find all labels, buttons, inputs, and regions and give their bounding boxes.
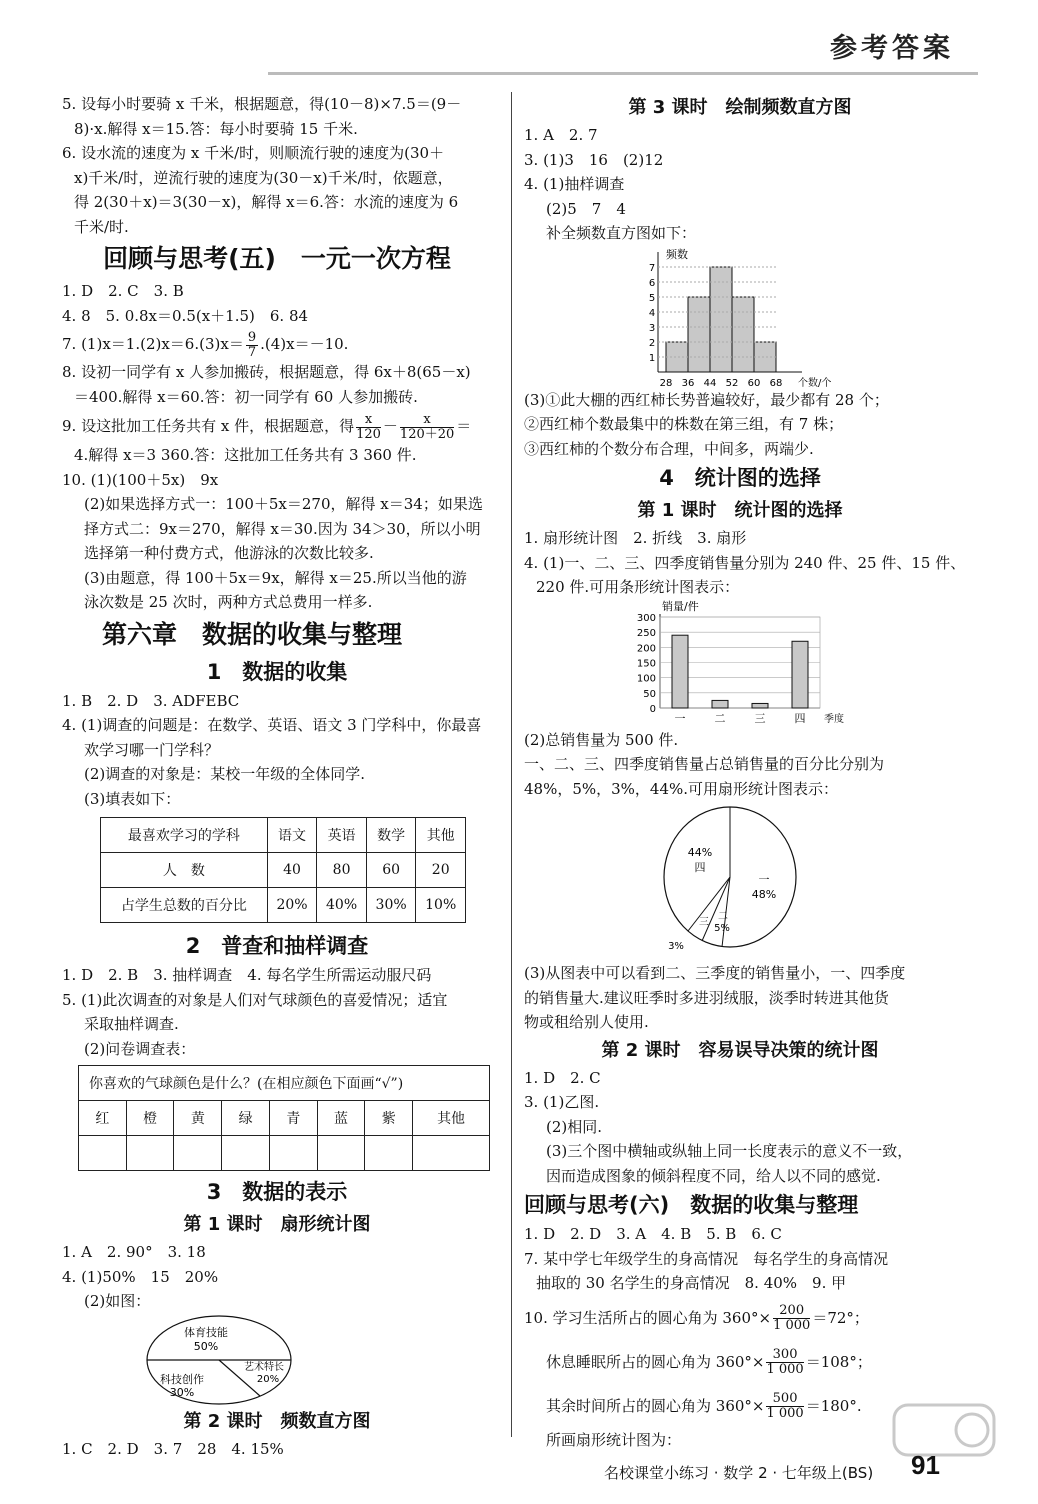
chapter-heading: 第六章 数据的收集与整理 xyxy=(102,619,403,649)
y-tick-label: 3 xyxy=(648,322,656,334)
x-axis-label: 个数/个 xyxy=(798,377,832,388)
answer-line: 3. (1)乙图. xyxy=(524,1093,600,1111)
histogram-bar xyxy=(732,297,754,372)
pie-label: 四 xyxy=(694,861,706,874)
table-cell: 青 xyxy=(269,1101,317,1136)
right-column xyxy=(524,92,966,1452)
pie-chart-activities xyxy=(144,1314,294,1406)
lesson-heading: 第 1 课时 统计图的选择 xyxy=(637,500,843,521)
section-heading: 1 数据的收集 xyxy=(206,659,348,684)
answer-line: ＝400.解得 x＝60.答：初一同学有 60 人参加搬砖. xyxy=(74,387,418,406)
sales-bar-chart xyxy=(632,600,852,728)
table-cell xyxy=(269,1136,317,1171)
answer-line: (2)如图： xyxy=(84,1292,151,1310)
answer-line: (2)问卷调查表： xyxy=(84,1039,196,1058)
section-heading-review5: 回顾与思考(五) 一元一次方程 xyxy=(103,244,451,273)
answer-line-fraction xyxy=(62,328,492,360)
y-tick-label: 4 xyxy=(648,307,656,319)
answer-line: (3)由题意，得 100＋5x＝9x，解得 x＝25.所以当他的游 xyxy=(84,568,467,587)
y-tick-label: 150 xyxy=(636,658,656,669)
histogram-bar xyxy=(754,342,776,372)
fraction xyxy=(773,1304,810,1333)
table-cell: 40% xyxy=(317,888,367,923)
denominator: 7 xyxy=(247,344,257,360)
header-rule xyxy=(268,72,978,75)
table-cell: 30% xyxy=(366,888,416,923)
x-tick-label: 四 xyxy=(794,711,806,725)
answer-line: (2)如果选择方式一：100＋5x＝270，解得 x＝34；如果选 xyxy=(84,495,483,513)
section-heading: 3 数据的表示 xyxy=(206,1180,348,1204)
answer-line: 220 件.可用条形统计图表示： xyxy=(536,578,740,596)
table-cell: 黄 xyxy=(174,1101,222,1136)
answer-line: 1. 扇形统计图 2. 折线 3. 扇形 xyxy=(524,529,747,547)
table-cell: 其他 xyxy=(413,1101,490,1136)
answer-line: 1. D 2. C 3. B xyxy=(62,282,184,300)
answer-line: 4. 8 5. 0.8x＝0.5(x＋1.5) 6. 84 xyxy=(62,306,309,325)
answer-line: 8. 设初一同学有 x 人参加搬砖，根据题意，得 6x＋8(65－x) xyxy=(62,363,471,381)
answer-line: ②西红柿个数最集中的株数在第三组，有 7 株； xyxy=(524,415,844,433)
answer-line: 的销售量大.建议旺季时多进羽绒服，淡季时转进其他货 xyxy=(524,988,889,1007)
x-tick-label: 三 xyxy=(754,711,766,725)
table-cell: 语文 xyxy=(267,818,317,853)
answer-line: 1. B 2. D 3. ADFEBC xyxy=(62,691,240,710)
answer-line: (3)三个图中横轴或纵轴上同一长度表示的意义不一致， xyxy=(546,1142,913,1160)
answer-line: 选择第一种付费方式，他游泳的次数比较多. xyxy=(84,544,374,562)
page-number: 91 xyxy=(911,1450,940,1480)
y-tick-label: 0 xyxy=(649,703,656,715)
pie-value: 30% xyxy=(169,1385,195,1399)
fraction xyxy=(246,331,258,360)
answer-line: 4. (1)50% 15 20% xyxy=(62,1267,219,1286)
x-axis-label: 季度 xyxy=(824,713,844,725)
pie-label: 体育技能 xyxy=(184,1325,228,1339)
table-cell: 紫 xyxy=(365,1101,413,1136)
pie-value: 48% xyxy=(751,888,777,901)
answer-line-fraction xyxy=(524,1296,956,1340)
answer-line: 所画扇形统计图为： xyxy=(546,1430,682,1449)
x-tick-label: 60 xyxy=(747,377,761,388)
pie-value: 50% xyxy=(193,1339,219,1353)
lesson-heading: 第 2 课时 容易误导决策的统计图 xyxy=(601,1039,879,1061)
text: 其余时间所占的圆心角为 360°× xyxy=(546,1396,765,1415)
denominator: 120 xyxy=(356,426,381,442)
table-cell: 20 xyxy=(416,853,466,888)
pie-label: 科技创作 xyxy=(160,1372,204,1386)
table-header-row xyxy=(79,1101,490,1136)
y-axis-label: 频数 xyxy=(666,247,688,261)
text: 7. (1)x＝1.(2)x＝6.(3)x＝ xyxy=(62,335,244,353)
lesson-heading: 第 2 课时 频数直方图 xyxy=(183,1410,371,1432)
table-cell xyxy=(317,1136,365,1171)
answer-line: 1. D 2. D 3. A 4. B 5. B 6. C xyxy=(524,1225,782,1243)
answer-line: 1. D 2. C xyxy=(524,1068,601,1087)
answer-line: (3)①此大棚的西红柿长势普遍较好，最少都有 28 个； xyxy=(524,390,889,409)
table-cell: 占学生总数的百分比 xyxy=(101,888,268,923)
table-cell: 绿 xyxy=(222,1101,270,1136)
table-cell: 20% xyxy=(267,888,317,923)
answer-line: 4.解得 x＝3 360.答：这批加工任务共有 3 360 件. xyxy=(74,446,417,464)
footer-text: 名校课堂小练习 · 数学 2 · 七年级上(BS) xyxy=(604,1464,874,1482)
y-tick-label: 200 xyxy=(636,642,656,654)
answer-line: 1. A 2. 90° 3. 18 xyxy=(62,1243,206,1261)
y-tick-label: 2 xyxy=(648,337,656,349)
answer-line: 得 2(30＋x)＝3(30－x)，解得 x＝6.答：水流的速度为 6 xyxy=(74,193,459,211)
y-tick-label: 1 xyxy=(648,352,656,364)
answer-line: (2)相同. xyxy=(546,1117,603,1136)
answer-line: ③西红柿的个数分布合理，中间多，两端少. xyxy=(524,439,814,458)
answer-line: x)千米/时，逆流行驶的速度为(30－x)千米/时，依题意， xyxy=(74,168,453,187)
text: 10. 学习生活所占的圆心角为 360°× xyxy=(524,1308,772,1327)
answer-line: 8)·x.解得 x＝15.答：每小时要骑 15 千米. xyxy=(74,119,358,138)
numerator: 200 xyxy=(773,1304,810,1319)
answer-line: 物或租给别人使用. xyxy=(524,1013,649,1031)
bar xyxy=(792,641,808,708)
numerator: 9 xyxy=(247,329,257,345)
pie-value: 44% xyxy=(687,846,713,859)
answer-line: 10. (1)(100＋5x) 9x xyxy=(62,470,219,489)
balloon-survey-table xyxy=(78,1065,490,1171)
table-cell xyxy=(365,1136,413,1171)
text: ＝ xyxy=(456,417,472,435)
numerator: 300 xyxy=(766,1348,803,1363)
subject-table xyxy=(100,817,466,923)
answer-line: 1. A 2. 7 xyxy=(524,126,598,144)
answer-line: 4. (1)抽样调查 xyxy=(524,175,625,193)
section-heading: 2 普查和抽样调查 xyxy=(185,934,369,958)
histogram-bar xyxy=(688,297,710,372)
answer-line: 1. C 2. D 3. 7 28 4. 15% xyxy=(62,1439,284,1458)
answer-line-fraction xyxy=(62,409,492,443)
sales-pie-chart xyxy=(660,801,800,961)
numerator: 500 xyxy=(766,1392,803,1407)
histogram-bar xyxy=(710,267,732,372)
table-cell xyxy=(413,1136,490,1171)
x-tick-label: 52 xyxy=(725,377,739,388)
answer-line: (2)5 7 4 xyxy=(546,199,626,218)
x-tick-label: 二 xyxy=(714,711,726,725)
y-tick-label: 6 xyxy=(648,277,656,289)
pie-value: 3% xyxy=(668,941,684,952)
y-tick-label: 7 xyxy=(648,262,656,274)
numerator: x xyxy=(400,413,454,428)
pie-value: 5% xyxy=(714,923,730,934)
table-title-row xyxy=(79,1066,490,1101)
table-row xyxy=(101,888,466,923)
denominator: 1 000 xyxy=(766,1406,804,1421)
answer-line: 泳次数是 25 次时，两种方式总费用一样多. xyxy=(84,593,373,611)
answer-line: 5. 设每小时要骑 x 千米，根据题意，得(10－8)×7.5＝(9－ xyxy=(62,95,462,113)
x-tick-label: 44 xyxy=(703,377,717,388)
denominator: 1 000 xyxy=(766,1362,804,1377)
table-cell: 最喜欢学习的学科 xyxy=(101,818,268,853)
pie-label: 艺术特长 xyxy=(244,1361,284,1373)
page-header-title: 参考答案 xyxy=(830,33,954,64)
frequency-histogram xyxy=(642,246,842,388)
answer-line: 采取抽样调查. xyxy=(84,1015,179,1033)
fraction xyxy=(766,1348,803,1377)
table-title: 你喜欢的气球颜色是什么？(在相应颜色下面画“√”) xyxy=(79,1066,490,1101)
answer-line: 择方式二：9x＝270，解得 x＝30.因为 34＞30，所以小明 xyxy=(84,519,481,538)
answer-line: 抽取的 30 名学生的身高情况 8. 40% 9. 甲 xyxy=(536,1274,847,1292)
section-heading: 4 统计图的选择 xyxy=(659,466,821,490)
answer-line: 4. (1)调查的问题是：在数学、英语、语文 3 门学科中，你最喜 xyxy=(62,716,482,734)
table-cell: 红 xyxy=(79,1101,127,1136)
answer-line: 1. D 2. B 3. 抽样调查 4. 每名学生所需运动服尺码 xyxy=(62,966,432,984)
section-heading-review6: 回顾与思考(六) 数据的收集与整理 xyxy=(524,1193,859,1217)
table-cell: 橙 xyxy=(126,1101,174,1136)
text: ＝108°； xyxy=(805,1352,872,1371)
table-cell: 数学 xyxy=(366,818,416,853)
answer-line: 4. (1)一、二、三、四季度销售量分别为 240 件、25 件、15 件、 xyxy=(524,553,966,572)
table-cell: 80 xyxy=(317,853,367,888)
table-cell xyxy=(126,1136,174,1171)
bar xyxy=(672,635,688,708)
table-cell: 其他 xyxy=(416,818,466,853)
pie-label: 三 xyxy=(699,917,709,928)
table-cell xyxy=(174,1136,222,1171)
lesson-heading: 第 1 课时 扇形统计图 xyxy=(183,1214,371,1235)
table-cell xyxy=(222,1136,270,1171)
answer-line: (3)从图表中可以看到二、三季度的销售量小，一、四季度 xyxy=(524,964,906,982)
text: .(4)x＝－10. xyxy=(260,335,349,353)
table-cell xyxy=(79,1136,127,1171)
fraction xyxy=(400,413,454,442)
denominator: 1 000 xyxy=(773,1318,811,1333)
watermark-logo-icon xyxy=(890,1395,1000,1465)
y-tick-label: 300 xyxy=(636,612,656,624)
table-header-row xyxy=(101,818,466,853)
y-axis-label: 销量/件 xyxy=(662,599,699,613)
left-column xyxy=(62,92,492,1461)
y-tick-label: 50 xyxy=(643,688,656,700)
answer-line: 48%，5%，3%，44%.可用扇形统计图表示： xyxy=(524,779,839,798)
table-cell: 60 xyxy=(366,853,416,888)
answer-line: 5. (1)此次调查的对象是人们对气球颜色的喜爱情况；适宜 xyxy=(62,990,448,1009)
text: 休息睡眠所占的圆心角为 360°× xyxy=(546,1352,765,1371)
answer-line: 补全频数直方图如下： xyxy=(546,224,697,242)
text: ＝72°； xyxy=(812,1308,869,1327)
y-tick-label: 250 xyxy=(636,627,656,639)
fraction xyxy=(356,413,381,442)
answer-line: 千米/时. xyxy=(74,217,129,236)
answer-line: 6. 设水流的速度为 x 千米/时，则顺流行驶的速度为(30＋ xyxy=(62,144,445,162)
y-tick-label: 5 xyxy=(648,292,656,304)
table-row xyxy=(101,853,466,888)
table-cell: 10% xyxy=(416,888,466,923)
text: － xyxy=(382,417,398,435)
answer-line: (2)调查的对象是：某校一年级的全体同学. xyxy=(84,765,366,783)
histogram-bar xyxy=(666,342,688,372)
pie-label: 一 xyxy=(758,873,770,886)
text: ＝180°. xyxy=(805,1396,862,1415)
text: 9. 设这批加工任务共有 x 件，根据题意，得 xyxy=(62,417,355,435)
answer-line: 3. (1)3 16 (2)12 xyxy=(524,150,664,169)
answer-line: 一、二、三、四季度销售量占总销售量的百分比分别为 xyxy=(524,755,885,773)
bar xyxy=(752,703,768,708)
fraction xyxy=(766,1392,803,1421)
pie-label: 二 xyxy=(718,911,728,922)
numerator: x xyxy=(356,413,381,428)
denominator: 120＋20 xyxy=(399,426,455,442)
column-divider xyxy=(511,92,512,1437)
answer-line-fraction xyxy=(524,1340,956,1384)
table-cell: 蓝 xyxy=(317,1101,365,1136)
table-cell: 英语 xyxy=(317,818,367,853)
answer-line: (3)填表如下： xyxy=(84,789,181,808)
table-cell: 人 数 xyxy=(101,853,268,888)
answer-line: 因而造成图象的倾斜程度不同，给人以不同的感觉. xyxy=(546,1166,881,1185)
answer-line: 欢学习哪一门学科？ xyxy=(84,740,220,759)
table-row-empty xyxy=(79,1136,490,1171)
pie-value: 20% xyxy=(256,1373,280,1385)
x-tick-label: 68 xyxy=(769,377,783,388)
x-tick-label: 28 xyxy=(659,377,673,388)
answer-line: (2)总销售量为 500 件. xyxy=(524,730,679,749)
table-cell: 40 xyxy=(267,853,317,888)
bar xyxy=(712,700,728,708)
x-tick-label: 36 xyxy=(681,377,695,388)
x-tick-label: 一 xyxy=(674,711,686,725)
y-tick-label: 100 xyxy=(636,673,656,685)
lesson-heading: 第 3 课时 绘制频数直方图 xyxy=(628,97,852,118)
answer-line: 7. 某中学七年级学生的身高情况 每名学生的身高情况 xyxy=(524,1249,889,1268)
